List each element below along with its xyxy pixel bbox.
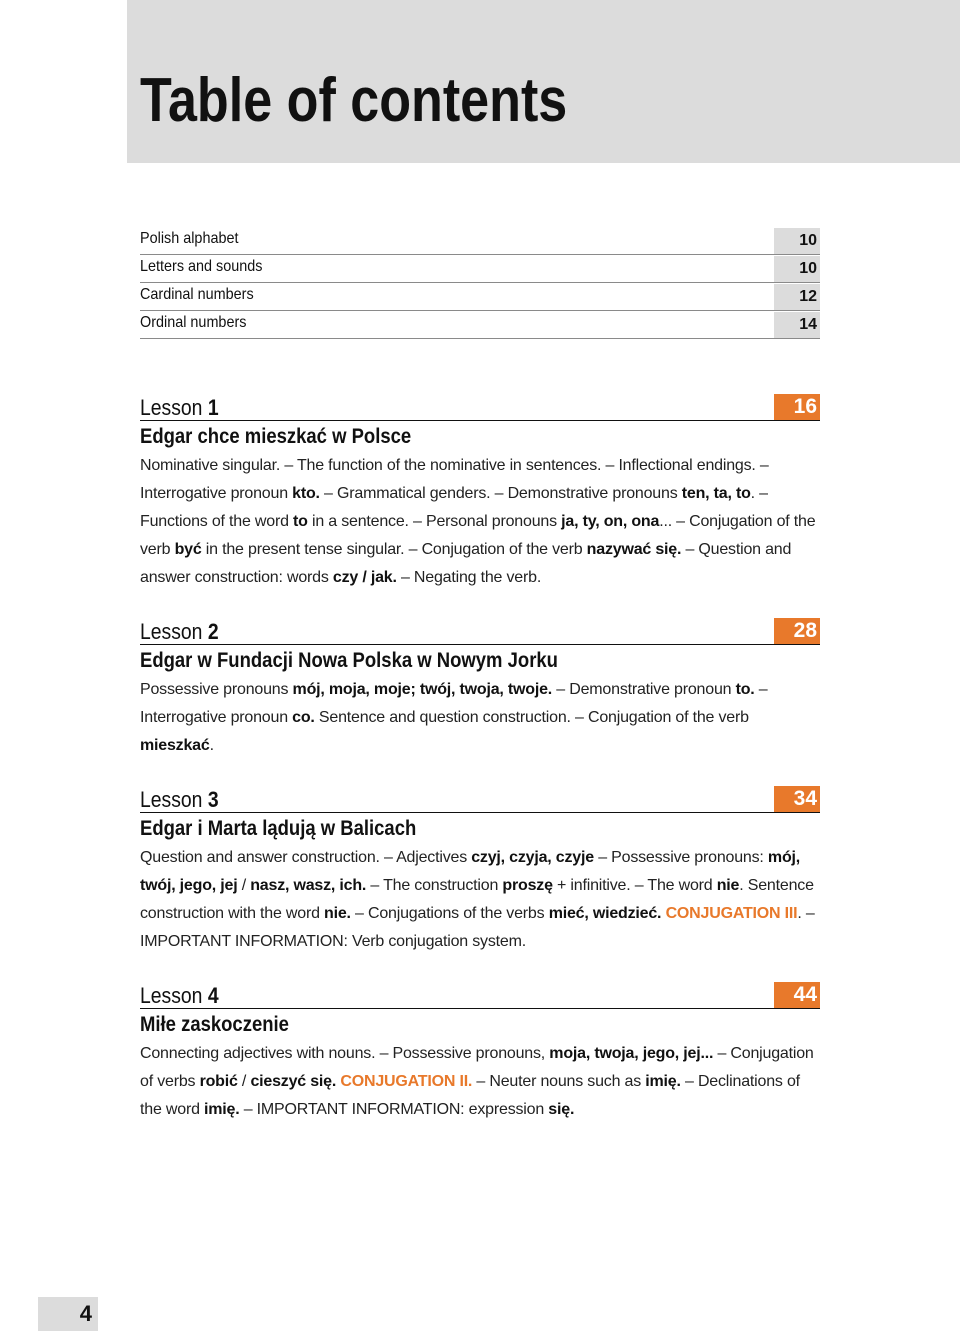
bold-term: mój, moja, moje; twój, twoja, twoje. bbox=[292, 681, 553, 698]
bold-term: imię. bbox=[645, 1073, 681, 1090]
toc-row[interactable] bbox=[140, 283, 820, 311]
description-text: in the present tense singular. – Conjugation of the verb bbox=[201, 541, 587, 558]
lesson-page-number: 34 bbox=[774, 786, 820, 812]
description-text: – The construction bbox=[366, 877, 503, 894]
bold-term: to. bbox=[735, 681, 755, 698]
lesson-header bbox=[140, 787, 820, 813]
description-text: / bbox=[237, 1073, 251, 1090]
description-text: – Grammatical genders. – Demonstrative pronouns bbox=[319, 485, 682, 502]
bold-term: robić bbox=[199, 1073, 238, 1090]
page-number: 4 bbox=[79, 1301, 92, 1326]
lesson-title: Edgar w Fundacji Nowa Polska w Nowym Jorku bbox=[140, 649, 558, 672]
description-text: in a sentence. – Personal pronouns bbox=[307, 513, 562, 530]
bold-term: się. bbox=[548, 1101, 575, 1118]
lesson-label bbox=[140, 789, 219, 811]
description-text: – Interrogative pronoun bbox=[140, 681, 768, 726]
lesson-word: Lesson bbox=[140, 787, 203, 812]
lesson-word: Lesson bbox=[140, 395, 203, 420]
lesson-title: Edgar chce mieszkać w Polsce bbox=[140, 425, 412, 448]
bold-term: proszę bbox=[502, 877, 553, 894]
bold-term: nie bbox=[716, 877, 740, 894]
bold-term: imię. bbox=[204, 1101, 240, 1118]
description-text: – Possessive pronouns: bbox=[593, 849, 768, 866]
lesson-title: Edgar i Marta lądują w Balicach bbox=[140, 817, 417, 840]
lesson-title: Miłe zaskoczenie bbox=[140, 1013, 289, 1036]
description-text: – Demonstrative pronoun bbox=[552, 681, 736, 698]
bold-term: być bbox=[174, 541, 202, 558]
lesson-page-number: 16 bbox=[774, 394, 820, 420]
lesson-entry[interactable] bbox=[140, 983, 820, 1124]
bold-term: mieć, wiedzieć. bbox=[548, 905, 662, 922]
description-text: – Negating the verb. bbox=[396, 569, 542, 586]
description-text: / bbox=[237, 877, 251, 894]
bold-term: ten, ta, to bbox=[681, 485, 751, 502]
page-number-box bbox=[38, 1297, 98, 1331]
toc-row[interactable] bbox=[140, 311, 820, 339]
toc-row-page: 14 bbox=[774, 312, 820, 338]
description-text: Question and answer construction. – Adjectives bbox=[140, 849, 472, 866]
description-text: . – IMPORTANT INFORMATION: Verb conjugation system. bbox=[140, 905, 815, 950]
toc-row-label: Polish alphabet bbox=[140, 230, 239, 247]
highlight-term: CONJUGATION III bbox=[665, 905, 798, 922]
lesson-description bbox=[140, 452, 820, 592]
toc-row[interactable] bbox=[140, 227, 820, 255]
lesson-description bbox=[140, 676, 820, 760]
bold-term: to bbox=[293, 513, 308, 530]
lesson-number: 3 bbox=[207, 787, 219, 812]
description-text: – Conjugations of the verbs bbox=[350, 905, 549, 922]
lesson-label bbox=[140, 985, 219, 1007]
bold-term: nie. bbox=[324, 905, 351, 922]
bold-term: mój, twój, jego, jej bbox=[140, 849, 801, 894]
bold-term: czyj, czyja, czyje bbox=[471, 849, 594, 866]
description-text: Possessive pronouns bbox=[140, 681, 293, 698]
bold-term: czy / jak. bbox=[332, 569, 397, 586]
lesson-header bbox=[140, 619, 820, 645]
lesson-header bbox=[140, 395, 820, 421]
description-text: – Question and answer construction: words bbox=[140, 541, 792, 586]
description-text: – Declinations of the word bbox=[140, 1073, 800, 1118]
lesson-description bbox=[140, 1040, 820, 1124]
lesson-page-number: 44 bbox=[774, 982, 820, 1008]
description-text: Connecting adjectives with nouns. – Possessive pronouns, bbox=[140, 1045, 550, 1062]
bold-term: kto. bbox=[292, 485, 320, 502]
bold-term: mieszkać bbox=[140, 737, 210, 754]
page-title: Table of contents bbox=[140, 66, 568, 135]
lesson-number: 4 bbox=[207, 983, 219, 1008]
lesson-page-number: 28 bbox=[774, 618, 820, 644]
toc-row[interactable] bbox=[140, 255, 820, 283]
description-text: . Sentence construction with the word bbox=[140, 877, 814, 922]
description-text: + infinitive. – The word bbox=[552, 877, 717, 894]
lesson-entry[interactable] bbox=[140, 395, 820, 592]
lesson-entry[interactable] bbox=[140, 619, 820, 760]
toc-row-label: Letters and sounds bbox=[140, 258, 263, 275]
lesson-entry[interactable] bbox=[140, 787, 820, 956]
lesson-description bbox=[140, 844, 820, 956]
description-text: . – Functions of the word bbox=[140, 485, 768, 530]
lesson-number: 1 bbox=[207, 395, 219, 420]
bold-term: ja, ty, on, ona bbox=[561, 513, 660, 530]
lesson-number: 2 bbox=[207, 619, 219, 644]
toc-row-page: 12 bbox=[774, 284, 820, 310]
toc-row-label: Ordinal numbers bbox=[140, 314, 247, 331]
bold-term: moja, twoja, jego, jej... bbox=[549, 1045, 714, 1062]
toc-row-page: 10 bbox=[774, 228, 820, 254]
description-text: – IMPORTANT INFORMATION: expression bbox=[239, 1101, 549, 1118]
description-text: – Neuter nouns such as bbox=[472, 1073, 646, 1090]
highlight-term: CONJUGATION II. bbox=[340, 1073, 473, 1090]
lesson-word: Lesson bbox=[140, 619, 203, 644]
lesson-label bbox=[140, 621, 219, 643]
bold-term: nazywać się. bbox=[586, 541, 682, 558]
lesson-header bbox=[140, 983, 820, 1009]
bold-term: nasz, wasz, ich. bbox=[250, 877, 367, 894]
toc-row-page: 10 bbox=[774, 256, 820, 282]
lesson-word: Lesson bbox=[140, 983, 203, 1008]
bold-term: cieszyć się. bbox=[250, 1073, 337, 1090]
description-text: ... – Conjugation of the verb bbox=[140, 513, 816, 558]
description-text: . bbox=[209, 737, 214, 754]
toc-row-label: Cardinal numbers bbox=[140, 286, 254, 303]
description-text: – Conjugation of verbs bbox=[140, 1045, 814, 1090]
lesson-label bbox=[140, 397, 219, 419]
bold-term: co. bbox=[292, 709, 315, 726]
description-text: Nominative singular. – The function of the nominative in sentences. – Inflectional endings. – Interrogative pronoun bbox=[140, 457, 769, 502]
description-text: Sentence and question construction. – Conjugation of the verb bbox=[314, 709, 749, 726]
